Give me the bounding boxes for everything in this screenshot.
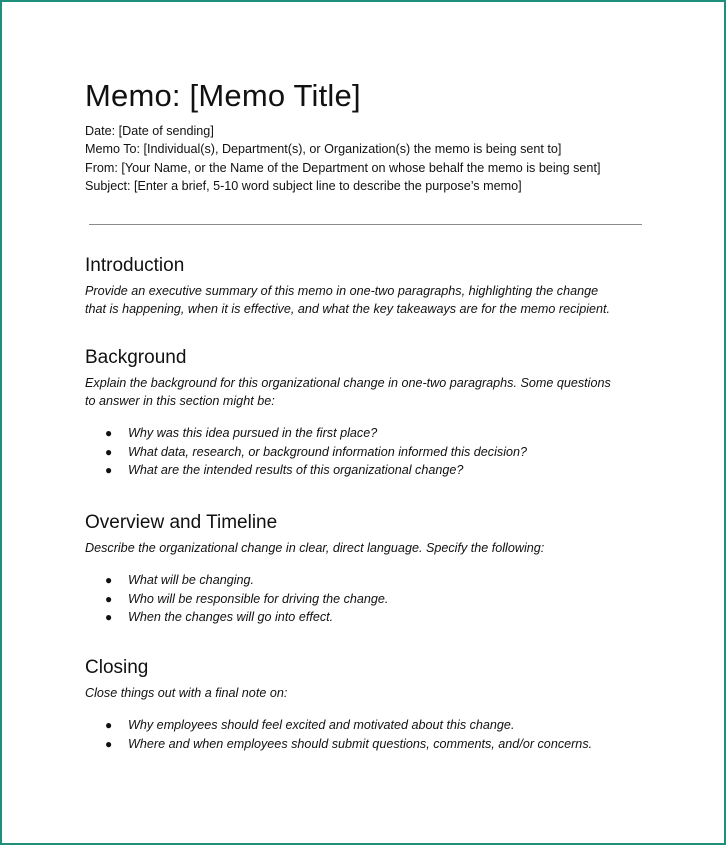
background-body-line-2: to answer in this section might be: [85, 394, 275, 409]
memo-content [85, 78, 655, 751]
section-overview-timeline [85, 511, 655, 626]
memo-header-fields [85, 122, 655, 195]
memo-to: Memo To: [Individual(s), Department(s), or Organization(s) the memo is being sent to] [85, 142, 562, 157]
bullet-icon: ● [105, 463, 113, 477]
section-closing [85, 656, 655, 753]
bullet-icon: ● [105, 718, 113, 733]
memo-subject: Subject: [Enter a brief, 5-10 word subject line to describe the purpose’s memo] [85, 178, 522, 193]
introduction-body [85, 282, 655, 318]
overview-body: Describe the organizational change in clear, direct language. Specify the following: [85, 541, 545, 555]
list-item: ● Where and when employees should submit questions, comments, and/or concerns. [85, 735, 655, 753]
introduction-heading: Introduction [85, 255, 185, 276]
memo-from: From: [Your Name, or the Name of the Department on whose behalf the memo is being sent] [85, 160, 601, 175]
background-body-line-1: Explain the background for this organizational change in one-two paragraphs. Some questions [85, 376, 611, 390]
list-item: ● What will be changing. [85, 571, 655, 589]
list-item: ● What data, research, or background information informed this decision? [85, 443, 655, 461]
bullet-icon: ● [105, 736, 113, 751]
bullet-icon: ● [105, 591, 113, 606]
list-item: ● Why was this idea pursued in the first place? [85, 424, 655, 442]
introduction-body-line-2: that is happening, when it is effective, and what the key takeaways are for the memo recipient. [85, 302, 611, 317]
horizontal-divider [89, 224, 642, 225]
closing-heading: Closing [85, 657, 149, 678]
bullet-icon: ● [105, 573, 113, 588]
background-list [85, 424, 655, 479]
list-item: ● Who will be responsible for driving the change. [85, 590, 655, 608]
page-title: Memo: [Memo Title] [85, 78, 361, 113]
background-heading: Background [85, 347, 187, 368]
overview-list [85, 571, 655, 626]
bullet-icon: ● [105, 426, 113, 441]
closing-list [85, 716, 655, 753]
section-background [85, 346, 655, 479]
list-item: ● Why employees should feel excited and motivated about this change. [85, 716, 655, 734]
closing-body: Close things out with a final note on: [85, 686, 288, 700]
list-item: ● What are the intended results of this organizational change? [85, 461, 655, 479]
bullet-icon: ● [105, 444, 113, 459]
section-introduction [85, 254, 655, 318]
bullet-icon: ● [105, 609, 113, 624]
overview-heading: Overview and Timeline [85, 512, 278, 533]
list-item: ● When the changes will go into effect. [85, 608, 655, 626]
introduction-body-line-1: Provide an executive summary of this memo in one-two paragraphs, highlighting the change [85, 284, 599, 298]
background-body [85, 374, 655, 410]
memo-date: Date: [Date of sending] [85, 124, 214, 138]
